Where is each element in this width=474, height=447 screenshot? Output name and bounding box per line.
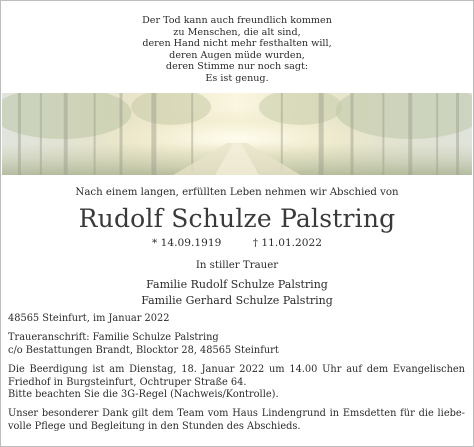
family-name: Familie Rudolf Schulze Palstring — [146, 278, 328, 291]
family-name: Familie Gerhard Schulze Palstring — [141, 294, 333, 307]
address-line: c/o Bestattungen Brandt, Blocktor 28, 48565 Steinfurt — [8, 344, 279, 356]
address-line: Traueranschrift: Familie Schulze Palstring — [8, 332, 219, 344]
poem-line: deren Augen müde wurden, — [169, 49, 305, 61]
place-date: 48565 Steinfurt, im Januar 2022 — [8, 313, 170, 324]
intro-text: Nach einem langen, erfüllten Leben nehmen wir Abschied von — [75, 187, 399, 198]
poem-line: Der Tod kann auch freundlich kommen — [142, 15, 332, 26]
funeral-line: Bitte beachten Sie die 3G-Regel (Nachweis/Kontrolle). — [8, 389, 279, 401]
details-section — [8, 313, 465, 433]
life-dates — [1, 237, 473, 249]
poem — [1, 15, 473, 85]
poem-line: Es ist genug. — [205, 72, 269, 84]
death-date: † 11.01.2022 — [252, 237, 323, 249]
birth-date: * 14.09.1919 — [151, 237, 222, 249]
forest-illustration — [2, 93, 472, 175]
thanks-line: Unser besonderer Dank gilt dem Team vom Haus Lindengrund in Emsdetten für die liebe- — [8, 408, 465, 420]
mourning-line: In stiller Trauer — [195, 260, 279, 271]
deceased-name: Rudolf Schulze Palstring — [78, 204, 396, 233]
poem-line: deren Hand nicht mehr festhalten will, — [142, 38, 332, 50]
thanks-line: volle Pflege und Begleitung in den Stunden des Abschieds. — [8, 420, 301, 432]
poem-line: zu Menschen, die alt sind, — [173, 26, 301, 38]
funeral-line: Die Beerdigung ist am Dienstag, 18. Januar 2022 um 14.00 Uhr auf dem Evangelischen — [8, 364, 465, 376]
families — [1, 277, 473, 309]
forest-path-image — [2, 93, 472, 175]
poem-line: deren Stimme nur noch sagt: — [165, 61, 309, 73]
funeral-line: Friedhof in Burgsteinfurt, Ochtruper Straße 64. — [8, 376, 247, 388]
